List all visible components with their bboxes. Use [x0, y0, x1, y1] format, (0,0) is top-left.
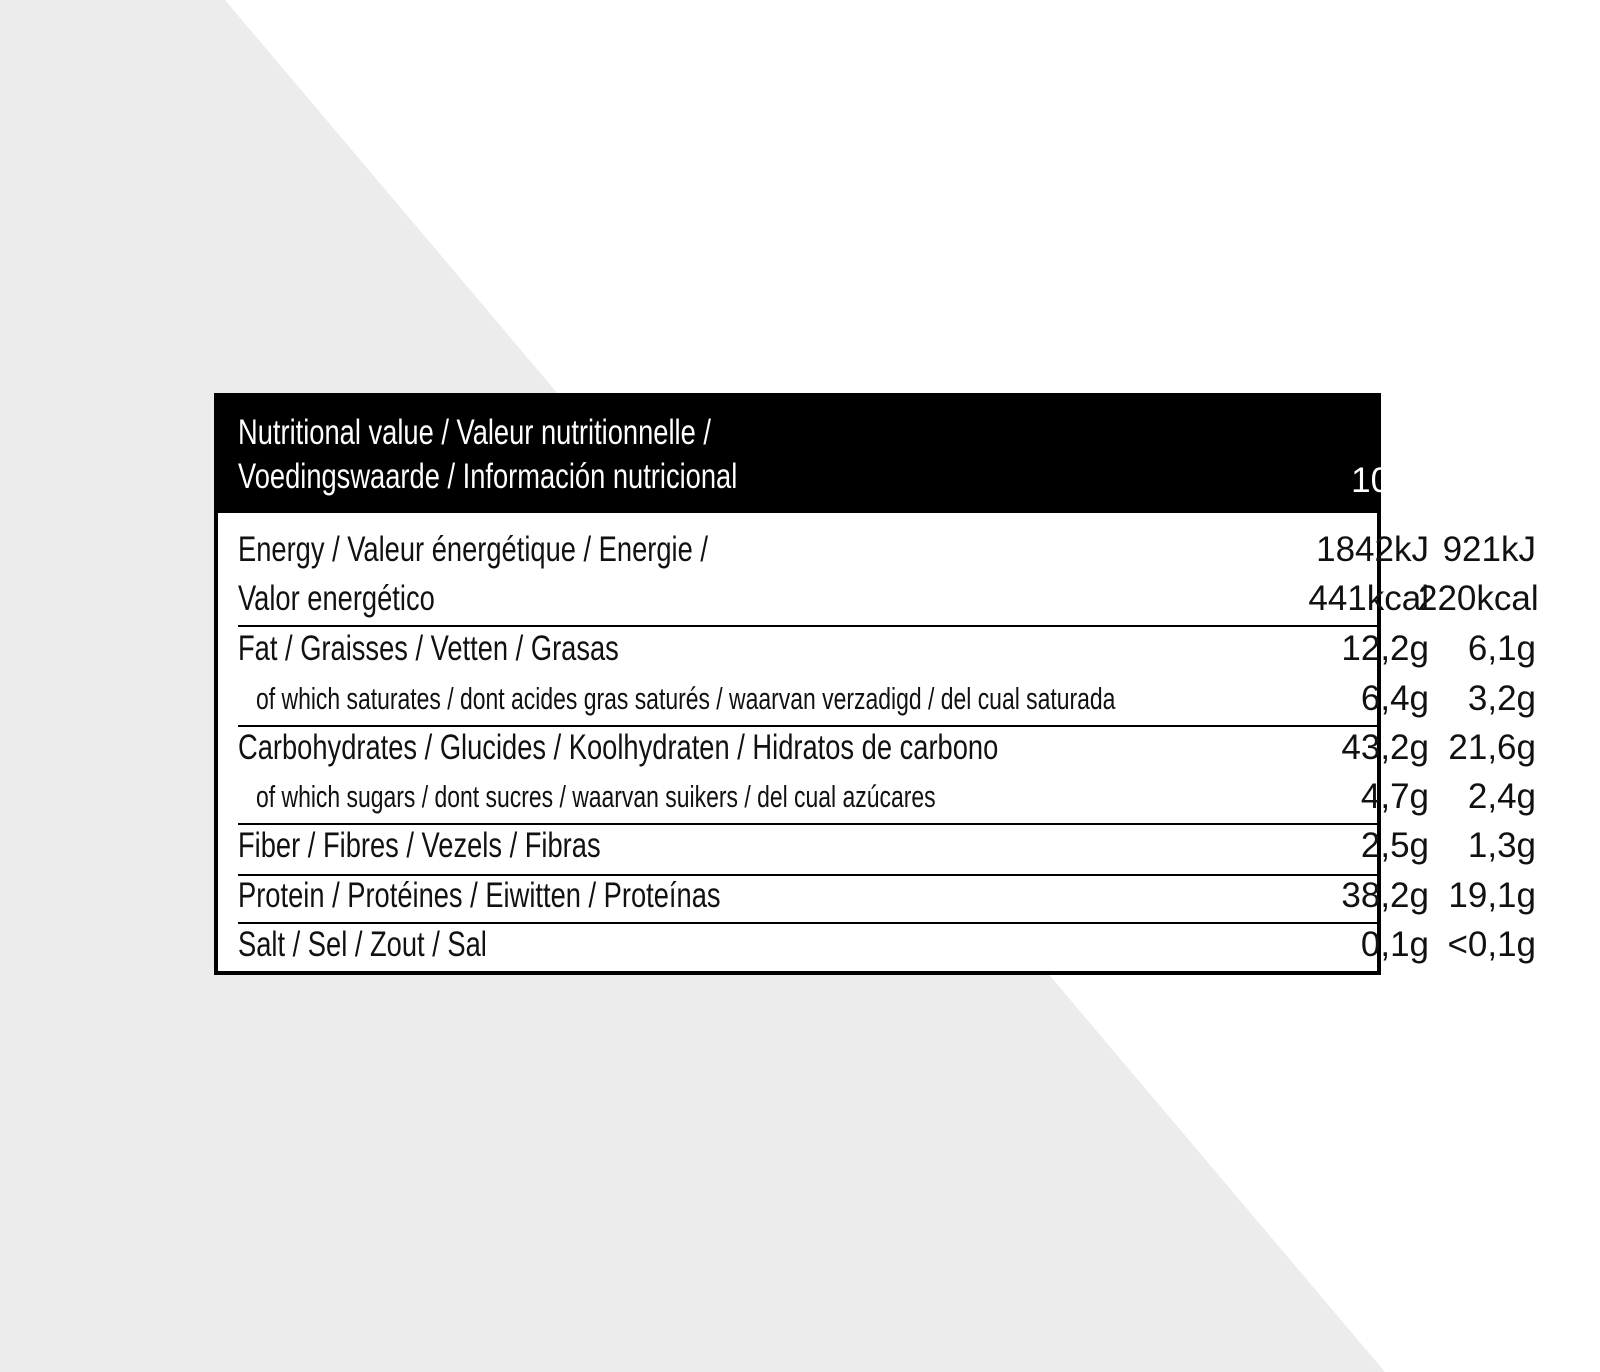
row-label: Energy / Valeur énergétique / Energie /: [238, 530, 708, 569]
title-line-1: Nutritional value / Valeur nutritionnelle /: [238, 413, 711, 452]
value-50g: 2,4g: [1467, 777, 1536, 816]
row-label: Fat / Graisses / Vetten / Grasas: [238, 629, 619, 668]
table-header: [218, 397, 1536, 513]
value-100g: 441kcal: [1308, 579, 1429, 618]
row-label: of which sugars / dont sucres / waarvan suikers / del cual azúcares: [256, 779, 936, 814]
value-100g: 6,4g: [1360, 679, 1429, 718]
row-label: Carbohydrates / Glucides / Koolhydraten / Hidratos de carbono: [238, 728, 999, 767]
row-label: Salt / Sel / Zout / Sal: [238, 925, 487, 964]
value-100g: 0,1g: [1360, 925, 1429, 964]
row-label: Fiber / Fibres / Vezels / Fibras: [238, 826, 601, 865]
value-100g: 12,2g: [1341, 629, 1429, 668]
value-50g: <0,1g: [1447, 925, 1536, 964]
nutrition-table: [214, 393, 1539, 975]
row-label: Protein / Protéines / Eiwitten / Proteínas: [238, 876, 721, 915]
value-50g: 6,1g: [1467, 629, 1536, 668]
value-50g: 220kcal: [1418, 579, 1539, 618]
column-header-50g: 50g: [1477, 461, 1536, 500]
value-100g: 2,5g: [1360, 826, 1429, 865]
row-label: of which saturates / dont acides gras saturés / waarvan verzadigd / del cual saturada: [256, 681, 1116, 716]
value-100g: 38,2g: [1341, 876, 1429, 915]
value-100g: 1842kJ: [1316, 530, 1429, 569]
column-header-100g: 100g: [1351, 461, 1429, 500]
value-50g: 19,1g: [1448, 876, 1536, 915]
value-50g: 921kJ: [1442, 530, 1536, 569]
title-line-2: Voedingswaarde / Información nutricional: [238, 457, 738, 496]
value-50g: 1,3g: [1467, 826, 1536, 865]
value-100g: 43,2g: [1341, 728, 1429, 767]
value-100g: 4,7g: [1360, 777, 1429, 816]
value-50g: 21,6g: [1448, 728, 1536, 767]
table-title: [238, 411, 737, 499]
row-label: Valor energético: [238, 579, 435, 618]
value-50g: 3,2g: [1467, 679, 1536, 718]
